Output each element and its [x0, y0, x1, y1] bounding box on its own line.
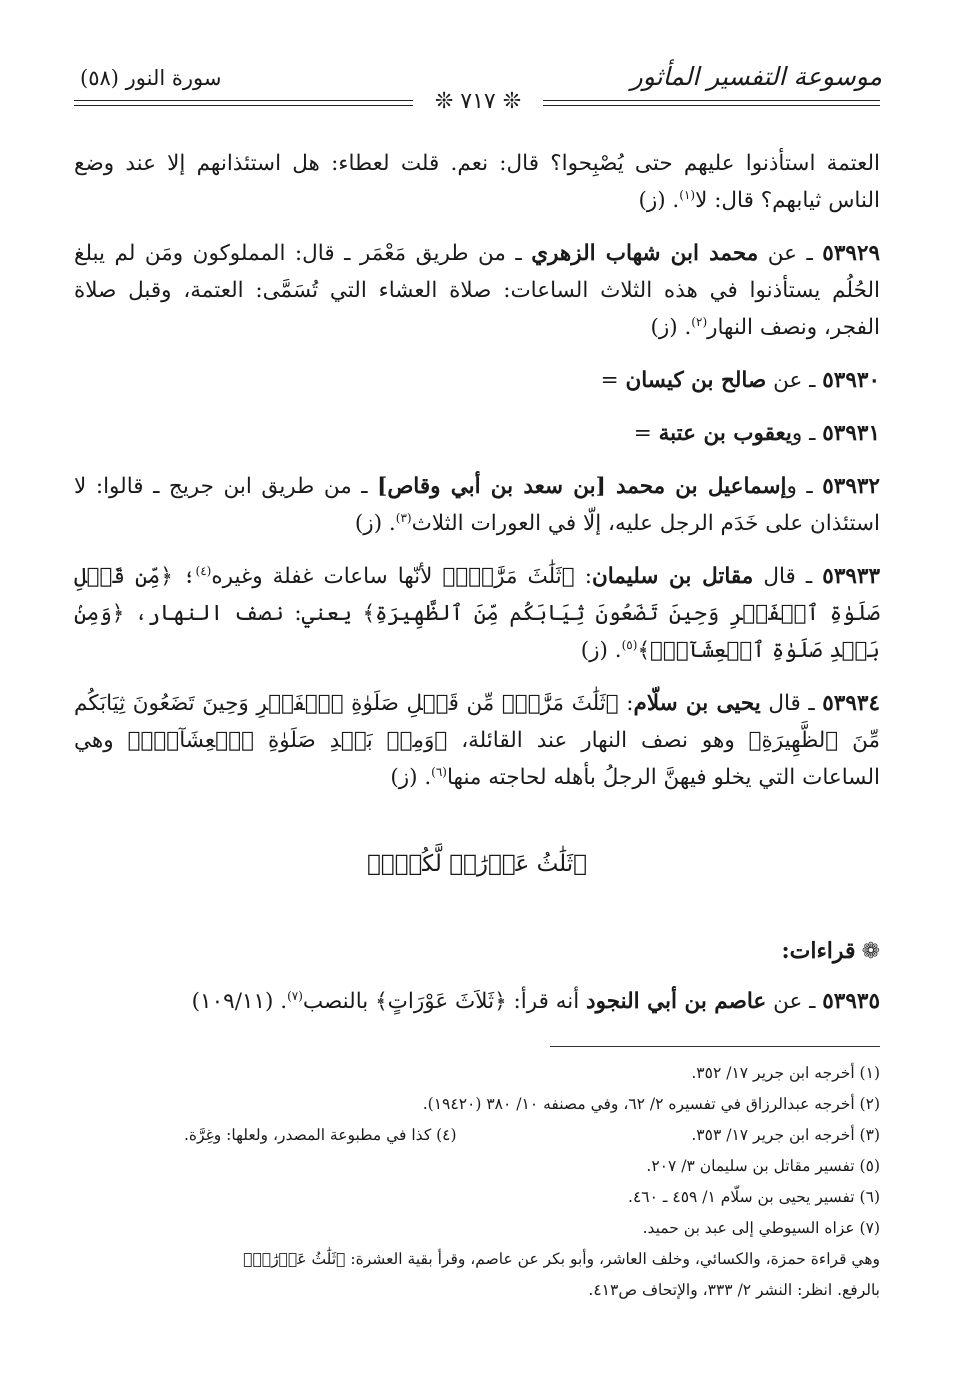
footnote-ref: (١): [679, 187, 696, 202]
footnote-ref: (٤): [195, 563, 212, 578]
text: . (ز): [354, 511, 396, 536]
book-title: موسوعة التفسير المأثور: [630, 62, 882, 91]
footnote-ref: (٦): [431, 764, 447, 779]
surah-title: سورة النور (٥٨): [80, 66, 222, 90]
text: ـ قال: [753, 564, 823, 589]
footnote: (٦) تفسير يحيى بن سلّام ١/ ٤٥٩ ـ ٤٦٠.: [628, 1188, 880, 1206]
footnote: (٤) كذا في مطبوعة المصدر، ولعلها: وغِرَّة.: [184, 1126, 457, 1144]
paragraph: [74, 468, 880, 542]
footnote-row: [74, 1120, 880, 1151]
flower-icon: ❁: [861, 939, 880, 964]
entry-number: ٥٣٩٣٣: [822, 564, 881, 589]
text: . (ز): [390, 765, 432, 790]
footnote-ref: (٢): [691, 314, 708, 329]
text: . (١٠٩/١١): [191, 989, 288, 1014]
text: =: [600, 368, 626, 393]
section-label: قراءات:: [781, 938, 856, 964]
ornament-icon: ❊: [495, 89, 522, 114]
narrator-name: يعقوب بن عتبة: [658, 421, 792, 446]
footnote-ref: (٣): [395, 510, 412, 525]
footnote: (١) أخرجه ابن جرير ١٧/ ٣٥٢.: [691, 1064, 880, 1082]
entry-number: ٥٣٩٣١: [822, 421, 880, 446]
narrator-name: عاصم بن أبي النجود: [586, 989, 767, 1014]
text: ـ عن: [758, 241, 823, 266]
text: ـ قال: [760, 691, 823, 716]
entry-number: ٥٣٩٢٩: [822, 241, 881, 266]
footnote-rule: [550, 1046, 880, 1047]
footnote-ref: (٥): [621, 637, 638, 652]
footnote: بالرفع. انظر: النشر ٢/ ٣٣٣، والإتحاف ص٤١٣.: [588, 1281, 880, 1299]
paragraph: [74, 983, 880, 1020]
text: ـ عن: [766, 368, 823, 393]
narrator-name: يحيى بن سلّام: [633, 691, 761, 716]
footnote: وهي قراءة حمزة، والكسائي، وخلف العاشر، وأبو بكر عن عاصم، وقرأ بقية العشرة: ﴿ثَلَٰثُ عَوۡرَٰتٖ﴾: [243, 1250, 880, 1268]
paragraph: [74, 235, 880, 346]
footnotes: [74, 1058, 880, 1306]
text: . (ز): [650, 315, 692, 340]
footnote: (٧) عزاه السيوطي إلى عبد بن حميد.: [642, 1219, 880, 1237]
text: العتمة استأذنوا عليهم حتى يُصْبِحوا؟ قال: نعم. قلت لعطاء: هل استئذانهم إلا عند وضع الناس ثيابهم؟ قال: لا: [74, 151, 880, 213]
page-number: [413, 89, 543, 114]
footnote: (٢) أخرجه عبدالرزاق في تفسيره ٢/ ٦٢، وفي مصنفه ١٠/ ٣٨٠ (١٩٤٢٠).: [422, 1095, 880, 1113]
text: ـ عن: [766, 989, 823, 1014]
main-text: [74, 145, 880, 812]
paragraph: [74, 685, 880, 796]
section-heading: [782, 938, 881, 964]
text: ـ من طريق مَعْمَر ـ قال: المملوكون ومَن لم يبلغ الحُلُم يستأذنوا في هذه الثلاث الساعات: صلاة العشاء التي تُسَمَّى: العتمة، وقبل صلاة الفجر، ونصف النهار: [74, 241, 880, 340]
paragraph: [74, 415, 880, 452]
ornament-icon: ❊: [434, 89, 461, 114]
narrator-name: محمد ابن شهاب الزهري: [531, 241, 759, 266]
text: ـ من طريق ابن جريج ـ قالوا: لا استئذان على خَدَم الرجل عليه، إلّا في العورات الثلاث: [74, 474, 880, 536]
entry-number: ٥٣٩٣٥: [822, 989, 880, 1014]
page-number-value: ٧١٧: [460, 89, 496, 114]
entry-number: ٥٣٩٣٠: [822, 368, 880, 393]
narrator-name: إسماعيل بن محمد [بن سعد بن أبي وقاص]: [377, 474, 787, 499]
narrator-name: مقاتل بن سليمان: [591, 564, 754, 589]
paragraph: [74, 362, 880, 399]
text: =: [633, 421, 659, 446]
text: . (ز): [638, 188, 680, 213]
text: ـ و: [786, 474, 823, 499]
text: : ﴿ثَلَٰثَ مَرَّٰتٍۚ﴾ لأنّها ساعات غفلة وغيره: [211, 564, 592, 589]
text: ـ و: [791, 421, 823, 446]
text: : ﴿ثَلَٰثَ مَرَّٰتٍۚ مِّن قَبۡلِ صَلَوٰةِ ٱلۡفَجۡرِ وَحِينَ تَضَعُونَ ثِيَابَكُم مِّنَ ٱلظَّهِيرَةِ﴾ وهو نصف النهار عند القائلة، ﴿وَمِنۢ بَعۡدِ صَلَوٰةِ ٱلۡعِشَآءِۚ﴾ وهي الساعات التي يخلو فيهنَّ الرجلُ بأهله لحاجته منها: [74, 691, 880, 790]
verse-heading: ﴿ثَلَٰثُ عَوۡرَٰتٖ لَّكُمۡۚ﴾: [367, 851, 587, 877]
text: أنه قرأ: ﴿ثَلاَثَ عَوْرَاتٍ﴾ بالنصب: [302, 989, 587, 1014]
text: ؛ ﴿مِّن قَبۡلِ صَلَوٰةِ ٱلۡفَجۡرِ وَحِينَ تَضَعُونَ ثِيَابَكُم مِّنَ ٱلظَّهِيرَةِ﴾ يعني: نصف النهار، ﴿وَمِنۢ بَعۡدِ صَلَوٰةِ ٱلۡعِشَآءِۚ﴾: [74, 564, 880, 663]
footnote: (٥) تفسير مقاتل بن سليمان ٣/ ٢٠٧.: [646, 1157, 880, 1175]
narrator-name: صالح بن كيسان: [625, 368, 767, 393]
entry-number: ٥٣٩٣٤: [822, 691, 880, 716]
paragraph: [74, 558, 880, 669]
footnote: (٣) أخرجه ابن جرير ١٧/ ٣٥٣.: [691, 1126, 880, 1144]
text: . (ز): [580, 638, 622, 663]
paragraph: [74, 145, 880, 219]
entry-number: ٥٣٩٣٢: [822, 474, 880, 499]
footnote-ref: (٧): [287, 988, 303, 1003]
